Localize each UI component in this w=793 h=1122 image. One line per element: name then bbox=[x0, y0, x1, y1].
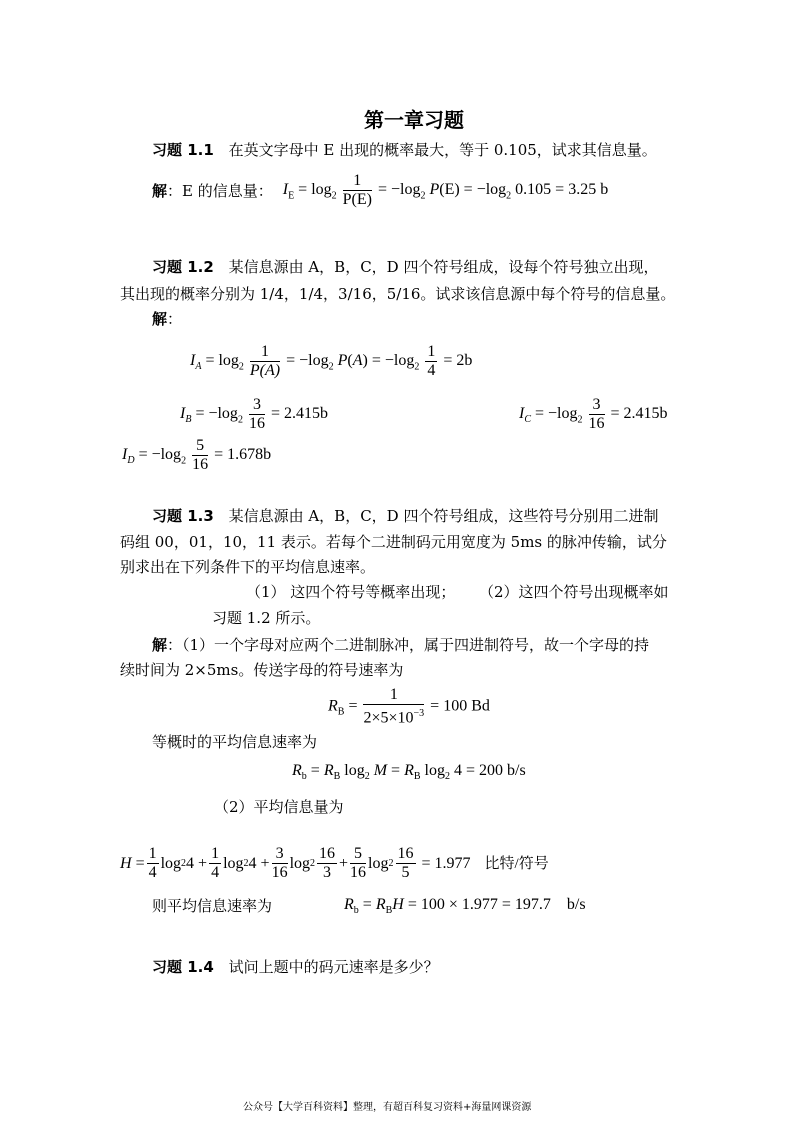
exercise-label: 习题 1.4 bbox=[152, 958, 214, 976]
exercise-1-3 bbox=[152, 507, 658, 525]
footer-note: 公众号【大学百科资料】整理，有超百科复习资料+海量网课资源 bbox=[243, 1102, 532, 1113]
exercise-text-line2: 其出现的概率分别为 1/4，1/4，3/16，5/16。试求该信息源中每个符号的信息量。 bbox=[120, 285, 676, 303]
exercise-label: 习题 1.2 bbox=[152, 258, 214, 276]
equation-IA: $I_A = \log_2$ $\frac{1}{P(A)}$ = $-\log_2$ $P(A) = -\log_2$ $\frac{1}{4}$ = 2b bbox=[190, 343, 473, 379]
equation-IC: $I_C = -\log_2$ $\frac{3}{16}$ = 2.415b bbox=[519, 396, 668, 432]
equation-rate: $R_b = R_BH = 100 \times 1.977 = 197.7$ b/s bbox=[344, 896, 586, 917]
page-title: 第一章习题 bbox=[364, 108, 464, 132]
solution-text: ：E 的信息量： bbox=[167, 181, 273, 200]
exercise-1-2 bbox=[152, 258, 658, 276]
solution-label: 解 bbox=[152, 636, 168, 654]
exercise-1-1 bbox=[152, 141, 657, 159]
equal-prob-text: 等概时的平均信息速率为 bbox=[152, 733, 318, 751]
equation-IE: $I_E = \log_2$ $\frac{1}{P(E)}$ = $-\log_2$ $P(E) = -\log_2$ 0.105 = 3.25 b bbox=[282, 172, 609, 208]
condition-2-cont: 习题 1.2 所示。 bbox=[212, 609, 321, 627]
solution-label: 解 bbox=[152, 181, 168, 200]
exercise-label: 习题 1.3 bbox=[152, 507, 214, 525]
fraction: $\frac{1}{P(E)}$ bbox=[342, 172, 372, 208]
condition-2: （2）这四个符号出现概率如 bbox=[479, 583, 669, 601]
solution-1-3-line2: 续时间为 2×5ms。传送字母的符号速率为 bbox=[120, 661, 404, 679]
solution-label: 解 bbox=[152, 310, 168, 328]
H-unit: 比特/符号 bbox=[484, 855, 549, 872]
exercise-text-line3: 别求出在下列条件下的平均信息速率。 bbox=[120, 558, 376, 576]
equation-IB: $I_B = -\log_2$ $\frac{3}{16}$ = 2.415b bbox=[180, 396, 328, 432]
condition-1: （1） 这四个符号等概率出现； bbox=[246, 583, 456, 601]
equation-Rb: $R_b = R_B$ $\log_2 M = R_B$ $\log_2 4 = 200$ b/s bbox=[292, 762, 526, 783]
solution-1-3-line1: 解：（1）一个字母对应两个二进制脉冲，属于四进制符号，故一个字母的持 bbox=[152, 636, 650, 654]
rate-text: 则平均信息速率为 bbox=[152, 897, 273, 915]
part2-text: （2）平均信息量为 bbox=[214, 798, 344, 816]
solution-1-1 bbox=[152, 172, 608, 209]
exercise-text: 在英文字母中 E 出现的概率最大，等于 0.105，试求其信息量。 bbox=[228, 141, 657, 159]
equation-ID: $I_D = -\log_2$ $\frac{5}{16}$ = 1.678b bbox=[122, 437, 272, 473]
exercise-1-4 bbox=[152, 958, 439, 976]
exercise-text-line1: 某信息源由 A，B，C，D 四个符号组成，这些符号分别用二进制 bbox=[228, 507, 659, 525]
exercise-text-line2: 码组 00，01，10，11 表示。若每个二进制码元用宽度为 5ms 的脉冲传输，试分 bbox=[120, 533, 667, 551]
exercise-text: 试问上题中的码元速率是多少？ bbox=[228, 958, 439, 976]
solution-1-2: 解： bbox=[152, 310, 183, 328]
equation-H: H = $\frac{1}{4}$ log 2 4 + $\frac{1}{4}$ log 2 4 + $\frac{3}{16}$ log 2 $\frac{16}{3}$ + $\frac{5}{16}$ log 2 $\frac{16}{5}$ = 1.977 比特/符号 bbox=[120, 845, 549, 881]
exercise-text-line1: 某信息源由 A，B，C，D 四个符号组成，设每个符号独立出现， bbox=[228, 258, 659, 276]
exercise-label: 习题 1.1 bbox=[152, 141, 214, 159]
equation-RB: $R_B$ = $\frac{1}{2\times 5\times 10^{-3}}$ = 100 Bd bbox=[328, 686, 490, 727]
